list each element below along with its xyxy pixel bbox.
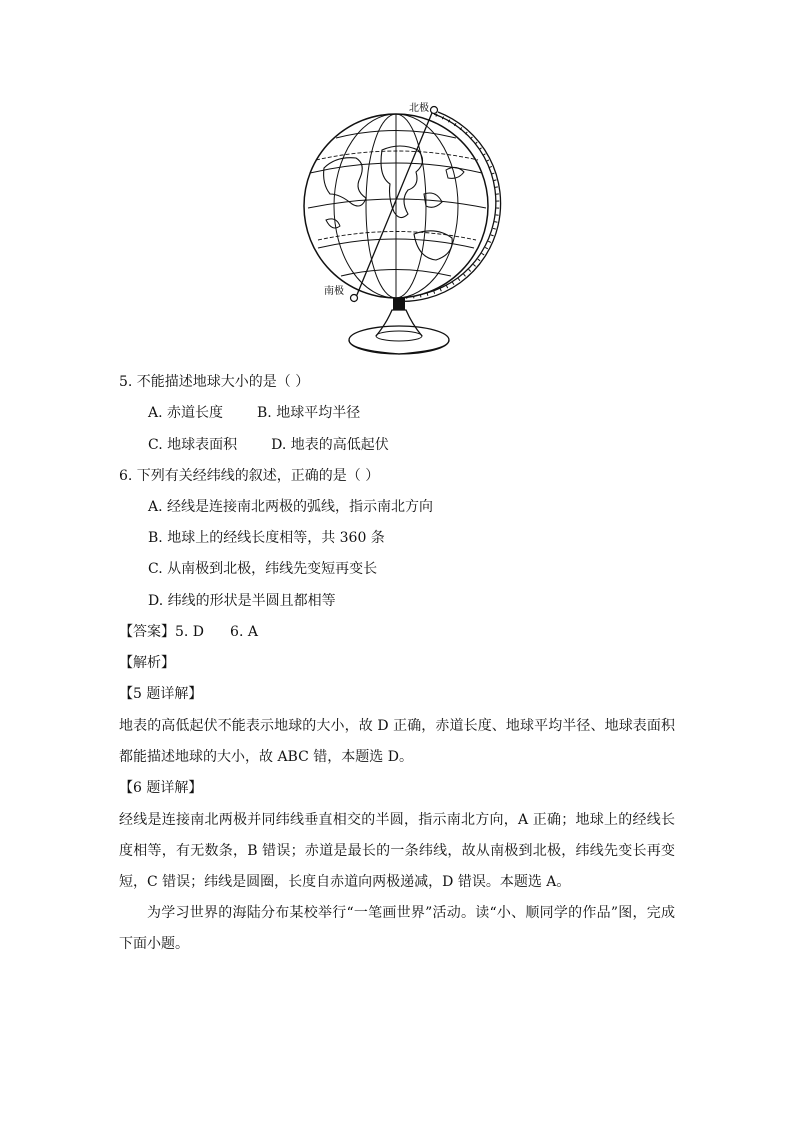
- north-pole-label: 北极: [409, 103, 429, 114]
- intro-paragraph: 为学习世界的海陆分布某校举行“一笔画世界”活动。读“小、顺同学的作品”图，完成下面小题。: [119, 905, 675, 952]
- q5-detail-heading: 【5 题详解】: [119, 686, 203, 702]
- answer-q6: 6. A: [230, 624, 258, 640]
- q5-option-c: C. 地球表面积: [148, 437, 238, 453]
- q5-detail-text: 地表的高低起伏不能表示地球的大小，故 D 正确，赤道长度、地球平均半径、地球表面积都能描述地球的大小，故 ABC 错，本题选 D。: [119, 718, 675, 765]
- q6-detail-heading: 【6 题详解】: [119, 780, 203, 796]
- answer-line: [119, 622, 258, 642]
- q5-stem: 5. 不能描述地球大小的是（ ）: [119, 374, 310, 390]
- q6-option-b: B. 地球上的经线长度相等，共 360 条: [148, 530, 385, 546]
- q6-option-c: C. 从南极到北极，纬线先变短再变长: [148, 561, 378, 577]
- answer-q5: 5. D: [175, 624, 205, 640]
- answer-label: 【答案】: [119, 624, 175, 640]
- q5-option-a: A. 赤道长度: [148, 405, 224, 421]
- q6-stem: 6. 下列有关经纬线的叙述，正确的是（ ）: [119, 468, 380, 484]
- south-pole-label: 南极: [324, 286, 344, 297]
- q6-option-a: A. 经线是连接南北两极的弧线，指示南北方向: [148, 499, 434, 515]
- q5-option-d: D. 地表的高低起伏: [271, 437, 389, 453]
- globe-illustration: [296, 98, 506, 360]
- q5-options-row-1: [148, 403, 360, 423]
- analysis-heading: 【解析】: [119, 655, 175, 671]
- q5-options-row-2: [148, 435, 389, 455]
- globe-figure: [296, 98, 506, 360]
- q5-option-b: B. 地球平均半径: [257, 405, 361, 421]
- q6-option-d: D. 纬线的形状是半圆且都相等: [148, 593, 336, 609]
- q6-detail-text: 经线是连接南北两极并同纬线垂直相交的半圆，指示南北方向，A 正确；地球上的经线长度相等，有无数条，B 错误；赤道是最长的一条纬线，故从南极到北极，纬线先变长再变短，C 错误；纬线是圆圈，长度自赤道向两极递减，D 错误。本题选 A。: [119, 812, 675, 890]
